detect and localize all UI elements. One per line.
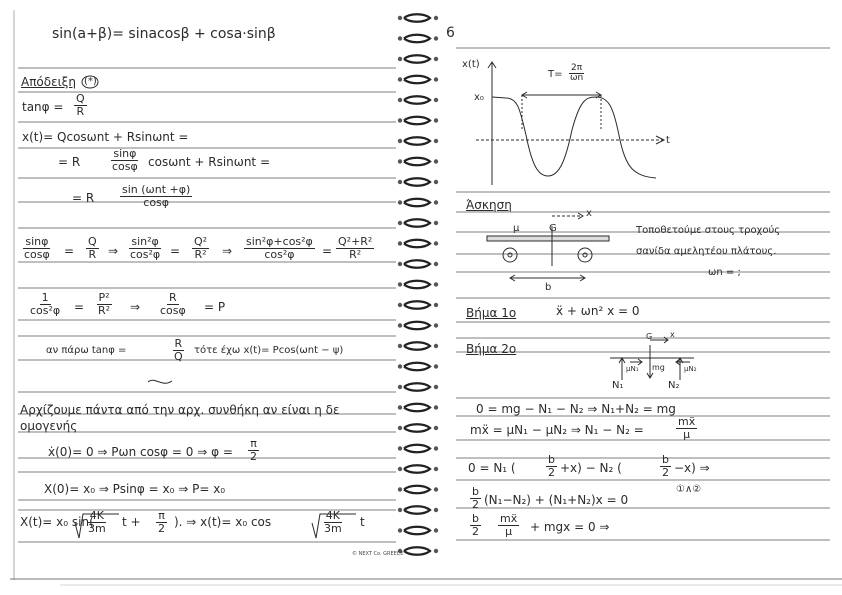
eq-e-f1-num: b [472, 512, 479, 525]
fig-x: x [586, 208, 592, 219]
eq-b-den: μ [683, 427, 691, 441]
fig-mu: μ [513, 223, 520, 234]
ratio-arrow1: ⇒ [108, 244, 119, 258]
displacement-curve [492, 97, 656, 178]
ratio-f1-num: sinφ [25, 235, 49, 248]
punch-hole [434, 221, 438, 225]
start-line-2: ομογενής [20, 419, 78, 433]
punch-hole [434, 36, 438, 40]
p-f3-den: cosφ [160, 303, 186, 317]
step-2-label: Βήμα 2ο [466, 342, 517, 356]
spiral-coil [404, 14, 430, 22]
eq-b-num: mẍ [678, 415, 696, 428]
spiral-coil [404, 137, 430, 145]
eq-c-f1 [546, 454, 557, 478]
start-line-1: Αρχίζουμε πάντα από την αρχ. συνθήκη αν είναι η δε [20, 403, 340, 417]
wheel-left [503, 248, 517, 262]
graph-x-label: t [666, 135, 670, 146]
punch-hole [434, 180, 438, 184]
eq-b-fraction [676, 416, 697, 440]
fbd-n1: N₁ [612, 380, 624, 391]
ratio-f2 [86, 236, 99, 260]
punch-hole [434, 262, 438, 266]
ratio-f4-den: R² [194, 247, 207, 261]
punch-hole [398, 282, 402, 286]
eq-e-f1-den: 2 [472, 524, 479, 538]
punch-hole [398, 323, 402, 327]
final-pi-num: π [158, 509, 165, 522]
proof-label: Απόδειξη [21, 75, 76, 89]
tan-fraction [74, 93, 87, 117]
ratio-f1 [22, 236, 52, 260]
ratio-f3 [128, 236, 162, 260]
punch-hole [398, 159, 402, 163]
ratio-eq3: = [322, 244, 333, 258]
final-c: ). ⇒ x(t)= x₀ cos [174, 515, 272, 529]
note-3: ωn = ; [708, 267, 741, 278]
eq-c-mid: +x) − N₂ ( [560, 461, 622, 475]
spiral-coil [404, 383, 430, 391]
punch-hole [398, 508, 402, 512]
punch-hole [434, 549, 438, 553]
punch-hole [434, 98, 438, 102]
ratio-f5 [244, 236, 315, 260]
init-2: X(0)= x₀ ⇒ Psinφ = x₀ ⇒ P= x₀ [44, 482, 226, 496]
punch-hole [434, 303, 438, 307]
ratio-arrow2: ⇒ [222, 244, 233, 258]
spiral-coil [404, 199, 430, 207]
eq-e-f2-num: mẍ [500, 512, 518, 525]
final-sqrt-num: 4K [89, 509, 104, 522]
spiral-coil [404, 76, 430, 84]
init-1-fraction [248, 438, 259, 462]
punch-hole [398, 180, 402, 184]
eq-d: (N₁−N₂) + (N₁+N₂)x = 0 [484, 493, 629, 507]
final-e: t [360, 515, 365, 529]
spiral-binding [398, 14, 438, 555]
step-1-label: Βήμα 1ο [466, 306, 517, 320]
final-sqrt-fraction [86, 510, 108, 534]
p-f1 [28, 292, 62, 316]
punch-hole [434, 405, 438, 409]
final-d-num: 4K [325, 509, 340, 522]
final-sqrt-den: 3m [88, 521, 106, 535]
exercise-label: Άσκηση [466, 198, 512, 212]
punch-hole [434, 508, 438, 512]
init-1-num: π [250, 437, 257, 450]
eq-e-f1 [470, 513, 481, 537]
fbd-mu-n1: μN₁ [626, 365, 639, 373]
punch-hole [434, 344, 438, 348]
if-fraction [172, 338, 185, 362]
x-line-2-pre: = R [58, 155, 81, 169]
init-1: ẋ(0)= 0 ⇒ Pωn cosφ = 0 ⇒ φ = [48, 445, 233, 459]
punch-hole [398, 118, 402, 122]
if-line-a: αν πάρω tanφ = [46, 345, 127, 356]
p-tail: = P [204, 300, 226, 314]
plank-wheels-figure [487, 213, 609, 281]
fbd-mu-n2: μN₂ [684, 365, 697, 373]
punch-hole [434, 487, 438, 491]
punch-hole [434, 241, 438, 245]
spiral-coil [404, 527, 430, 535]
x-line-1: x(t)= Qcosωnt + Rsinωnt = [22, 130, 189, 144]
fbd-n2: N₂ [668, 380, 680, 391]
spiral-coil [404, 363, 430, 371]
punch-hole [398, 405, 402, 409]
wheel-right [578, 248, 592, 262]
fbd-g: G [646, 332, 653, 341]
ratio-f6-den: R² [349, 247, 362, 261]
punch-hole [434, 467, 438, 471]
spiral-coil [404, 96, 430, 104]
ratio-f3-num: sin²φ [131, 235, 159, 248]
p-eq1: = [74, 300, 85, 314]
final-pi-den: 2 [158, 521, 165, 535]
punch-hole [398, 139, 402, 143]
graph-y-label: x(t) [462, 59, 480, 70]
x-line-2-num: sinφ [113, 147, 137, 160]
period-fraction [568, 64, 585, 84]
p-f2-den: R² [98, 303, 111, 317]
period-lhs: T= [548, 69, 563, 80]
eq-c-f2-num: b [662, 453, 669, 466]
punch-hole [398, 385, 402, 389]
spiral-coil [404, 547, 430, 555]
period-num: 2π [571, 63, 583, 73]
free-body-diagram [610, 337, 694, 380]
punch-hole [398, 487, 402, 491]
final-pi-fraction [156, 510, 167, 534]
eq-e-f2-den: μ [505, 524, 513, 538]
punch-hole [434, 118, 438, 122]
p-f1-num: 1 [41, 291, 49, 304]
punch-hole [398, 16, 402, 20]
spiral-coil [404, 260, 430, 268]
x-line-2-den: cosφ [112, 159, 138, 173]
punch-hole [398, 303, 402, 307]
spiral-coil [404, 178, 430, 186]
punch-hole [434, 385, 438, 389]
p-f3 [158, 292, 188, 316]
p-f3-num: R [169, 291, 177, 304]
eq-a: 0 = mg − N₁ − N₂ ⇒ N₁+N₂ = mg [476, 402, 676, 416]
punch-hole [434, 364, 438, 368]
x-line-3-num: sin (ωnt +φ) [122, 183, 191, 196]
punch-hole [398, 57, 402, 61]
eq-c: 0 = N₁ ( [468, 461, 516, 475]
ratio-f1-den: cosφ [24, 247, 50, 261]
punch-hole [398, 467, 402, 471]
spiral-coil [404, 506, 430, 514]
punch-hole [398, 200, 402, 204]
punch-hole [434, 282, 438, 286]
note-2: σανίδα αμελητέου πλάτους. [636, 246, 777, 257]
spiral-coil [404, 158, 430, 166]
init-1-den: 2 [250, 449, 257, 463]
tan-lhs: tanφ = [22, 100, 64, 114]
if-den: Q [174, 349, 183, 363]
final-d-den: 3m [324, 521, 342, 535]
if-num: R [174, 337, 183, 350]
plank [487, 236, 609, 241]
copyright-mark: © NEXT Co. GREECE [352, 551, 404, 557]
spiral-coil [404, 55, 430, 63]
ratio-f5-den: cos²φ [264, 247, 295, 261]
graph-x0-label: x₀ [474, 92, 484, 103]
spiral-coil [404, 486, 430, 494]
star-mark: (*) [84, 76, 97, 87]
spiral-coil [404, 281, 430, 289]
eq-e: + mgx = 0 ⇒ [530, 520, 610, 534]
x-line-2-post: cosωnt + Rsinωnt = [148, 155, 270, 169]
tan-den: R [76, 104, 85, 118]
period-den: ωn [570, 73, 584, 84]
punch-hole [434, 323, 438, 327]
p-f2-num: P² [98, 291, 110, 304]
eq-c-f2-den: 2 [662, 465, 669, 479]
eq-d-num: b [472, 485, 479, 498]
final-b: t + [122, 515, 141, 529]
punch-hole [398, 36, 402, 40]
ratio-f5-num: sin²φ+cos²φ [246, 235, 313, 248]
if-line-b: τότε έχω x(t)= Pcos(ωnt − ψ) [194, 345, 344, 356]
fbd-x: x [670, 330, 675, 339]
punch-hole [434, 200, 438, 204]
fig-b: b [545, 282, 552, 293]
eq-d-den: 2 [472, 497, 479, 511]
ratio-f4-num: Q² [194, 235, 208, 248]
step-1-eq: ẍ + ωn² x = 0 [556, 304, 640, 318]
identity-title: sin(a+β)= sinacosβ + cosa·sinβ [52, 26, 276, 42]
eq-e-f2 [498, 513, 519, 537]
punch-hole [398, 241, 402, 245]
spiral-coil [404, 322, 430, 330]
eq-c-f1-den: 2 [548, 465, 555, 479]
page-number: 6 [446, 25, 455, 41]
punch-hole [434, 77, 438, 81]
punch-hole [398, 221, 402, 225]
eq-c-f2 [660, 454, 671, 478]
note-1: Τοποθετούμε στους τροχούς [636, 225, 781, 236]
punch-hole [434, 426, 438, 430]
punch-hole [398, 262, 402, 266]
fbd-mg: mg [652, 363, 665, 372]
punch-hole [398, 446, 402, 450]
tan-num: Q [76, 92, 85, 105]
ratio-f3-den: cos²φ [130, 247, 161, 261]
spiral-coil [404, 219, 430, 227]
punch-hole [398, 77, 402, 81]
spiral-coil [404, 301, 430, 309]
ratio-f6-num: Q²+R² [338, 235, 373, 248]
x-line-3-fraction [120, 184, 192, 208]
x-line-3-pre: = R [72, 191, 95, 205]
x-line-3-den: cosφ [143, 195, 170, 209]
spiral-coil [404, 445, 430, 453]
eq-c-f1-num: b [548, 453, 555, 466]
eq-d-fraction [470, 486, 481, 510]
spiral-coil [404, 240, 430, 248]
eq-b: mẍ = μN₁ − μN₂ ⇒ N₁ − N₂ = [470, 423, 644, 437]
punch-hole [434, 528, 438, 532]
ratio-eq1: = [64, 244, 75, 258]
spiral-coil [404, 404, 430, 412]
eq-c-end: −x) ⇒ [674, 461, 710, 475]
spiral-coil [404, 117, 430, 125]
punch-hole [434, 57, 438, 61]
spiral-coil [404, 342, 430, 350]
punch-hole [398, 98, 402, 102]
ratio-f6 [336, 236, 374, 260]
ratio-f2-num: Q [88, 235, 97, 248]
p-f1-den: cos²φ [30, 303, 61, 317]
spiral-coil [404, 424, 430, 432]
ratio-f2-den: R [88, 247, 97, 261]
spiral-coil [404, 465, 430, 473]
punch-hole [398, 364, 402, 368]
punch-hole [434, 159, 438, 163]
fig-g: G [549, 223, 557, 234]
punch-hole [434, 16, 438, 20]
x-line-2-fraction [110, 148, 140, 172]
final-d-fraction [322, 510, 344, 534]
p-f2 [96, 292, 112, 316]
punch-hole [398, 528, 402, 532]
tilde-divider [148, 380, 172, 383]
final-a: X(t)= x₀ sin( [20, 515, 94, 529]
punch-hole [398, 426, 402, 430]
ratio-eq2: = [170, 244, 181, 258]
ratio-f4 [192, 236, 209, 260]
punch-hole [434, 139, 438, 143]
punch-hole [398, 344, 402, 348]
punch-hole [434, 446, 438, 450]
spiral-coil [404, 35, 430, 43]
eq-d-ref: ①∧② [676, 484, 702, 495]
p-arrow: ⇒ [130, 300, 141, 314]
